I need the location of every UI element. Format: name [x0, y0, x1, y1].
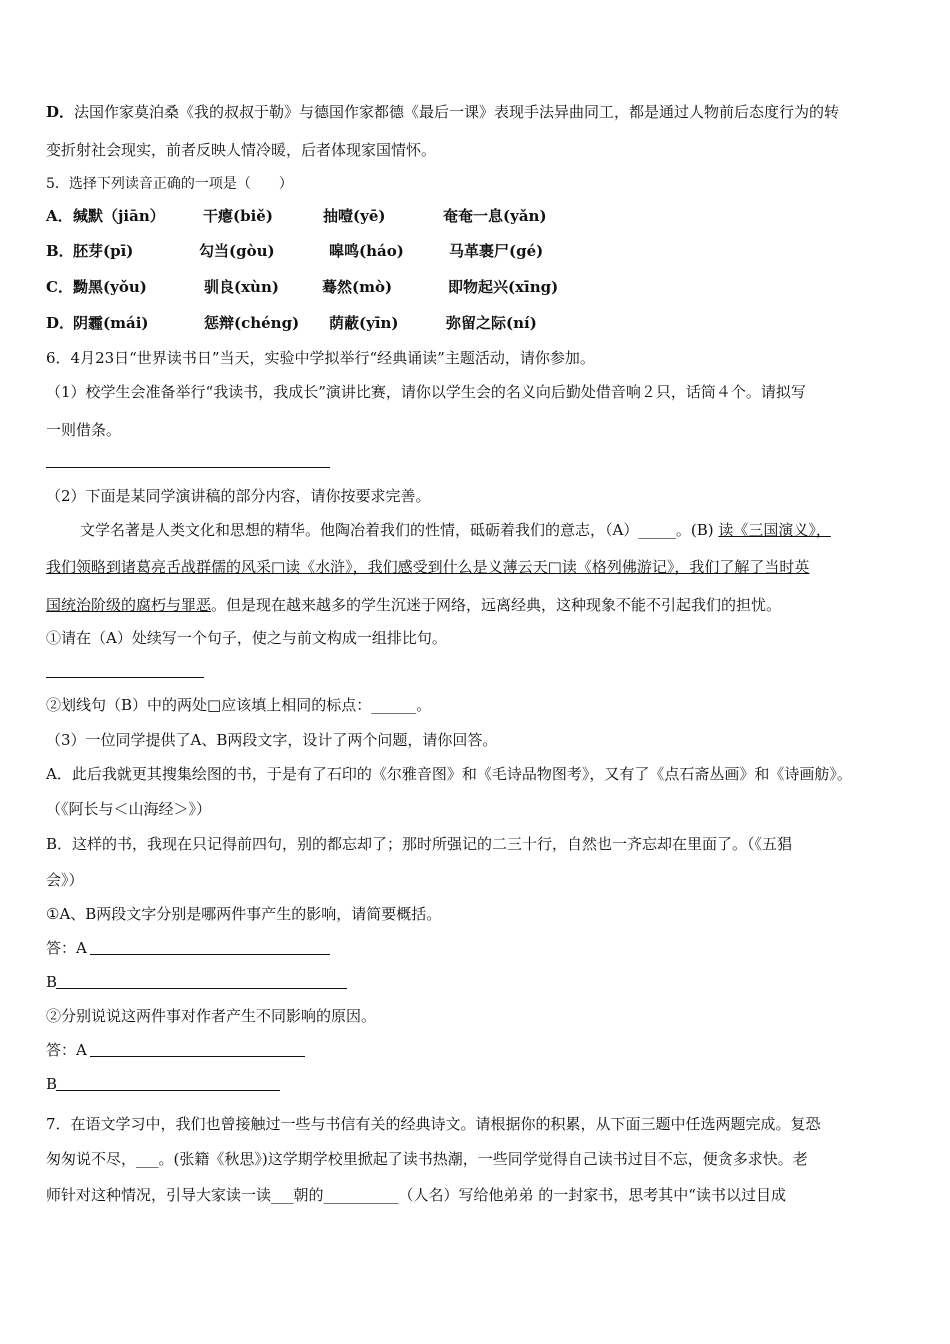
option-item: 马革裹尸(gé) — [449, 242, 544, 260]
question-stem-continued: 匆匆说不尽，___。(张籍《秋思》)这学期学校里掀起了读书热潮，一些同学觉得自己读书过目不忘，便贪多求快。老 — [46, 1150, 808, 1168]
option-item: 干瘪(biě) — [203, 207, 273, 225]
option-text-continued: 变折射社会现实，前者反映人情冷暖，后者体现家国情怀。 — [46, 141, 437, 159]
text-b: B．这样的书，我现在只记得前四句，别的都忘却了；那时所强记的二三十行，自然也一齐忘却在里面了。（《五猖 — [46, 835, 793, 853]
option-label: D． — [46, 314, 75, 332]
text-a: A．此后我就更其搜集绘图的书，于是有了石印的《尔雅音图》和《毛诗品物图考》，又有了《点石斋丛画》和《诗画舫》。 — [46, 765, 852, 783]
underlined-sentence: 读《三国演义》， — [718, 521, 831, 539]
underlined-sentence: 我们领略到诸葛亮舌战群儒的风采□读《水浒》，我们感受到什么是义薄云天□读《格列佛游记》，我们了解了当时英 — [46, 558, 810, 576]
answer-line[interactable] — [46, 677, 204, 678]
option-item: 嗥鸣(háo) — [329, 242, 404, 260]
answer-line[interactable] — [90, 1056, 305, 1057]
passage-text: 文学名著是人类文化和思想的精华。他陶冶着我们的性情，砥砺着我们的意志，（A）_____。(B) — [80, 521, 719, 539]
sub-question-1: ①请在（A）处续写一个句子，使之与前文构成一组排比句。 — [46, 629, 447, 647]
question-2: ②分别说说这两件事对作者产生不同影响的原因。 — [46, 1007, 377, 1025]
option-item: 缄默（jiān） — [73, 207, 165, 225]
passage-text: 。但是现在越来越多的学生沉迷于网络，远离经典，这种现象不能不引起我们的担忧。 — [211, 596, 782, 614]
part-3-prompt: （3）一位同学提供了A、B两段文字，设计了两个问题，请你回答。 — [46, 731, 498, 749]
option-text: 法国作家莫泊桑《我的叔叔于勒》与德国作家都德《最后一课》表现手法异曲同工，都是通过人物前后态度行为的转 — [74, 103, 840, 121]
answer-line[interactable] — [56, 988, 347, 989]
text-b-source: 会》） — [46, 871, 84, 889]
answer-1b-label: B — [46, 973, 58, 991]
question-stem-continued: 师针对这种情况，引导大家读一读___朝的__________（人名）写给他弟弟 的一封家书，思考其中“读书以过目成 — [46, 1186, 786, 1204]
option-label: B． — [46, 242, 74, 260]
question-stem: 5．选择下列读音正确的一项是（ ） — [46, 176, 293, 192]
answer-line[interactable] — [56, 1090, 280, 1091]
question-1: ①A、B两段文字分别是哪两件事产生的影响，请简要概括。 — [46, 905, 442, 923]
part-1-prompt-continued: 一则借条。 — [46, 421, 122, 439]
underlined-sentence: 国统治阶级的腐朽与罪恶 — [46, 596, 212, 614]
option-c — [46, 277, 646, 297]
answer-1a-label: 答：A — [46, 939, 87, 957]
option-a — [46, 206, 646, 226]
question-stem: 7．在语文学习中，我们也曾接触过一些与书信有关的经典诗文。请根据你的积累，从下面三题中任选两题完成。复恐 — [46, 1115, 821, 1133]
option-item: 弥留之际(ní) — [446, 314, 537, 332]
option-item: 即物起兴(xīng) — [448, 278, 559, 296]
option-b — [46, 241, 646, 261]
passage-line-3 — [46, 595, 781, 615]
sub-question-2: ②划线句（B）中的两处□应该填上相同的标点：______。 — [46, 696, 432, 714]
answer-line[interactable] — [90, 954, 330, 955]
option-label: D． — [46, 103, 75, 121]
option-d — [46, 313, 646, 333]
passage-line-1 — [80, 520, 831, 540]
option-item: 黝黑(yǒu) — [73, 278, 147, 296]
option-label: C． — [46, 278, 73, 296]
answer-2a-label: 答：A — [46, 1041, 87, 1059]
option-label: A． — [46, 207, 73, 225]
option-item: 荫蔽(yīn) — [329, 314, 399, 332]
part-1-prompt: （1）校学生会准备举行“我读书，我成长”演讲比赛，请你以学生会的名义向后勤处借音响２只，话筒４个。请拟写 — [46, 383, 806, 401]
option-item: 抽噎(yē) — [323, 207, 386, 225]
option-item: 驯良(xùn) — [204, 278, 279, 296]
answer-line[interactable] — [46, 467, 330, 468]
option-item: 胚芽(pī) — [73, 242, 134, 260]
option-item: 惩辩(chéng) — [204, 314, 300, 332]
option-item: 阴霾(mái) — [73, 314, 149, 332]
text-a-source: （《阿长与＜山海经＞》） — [46, 800, 212, 818]
option-item: 奄奄一息(yǎn) — [443, 207, 547, 225]
answer-2b-label: B — [46, 1075, 58, 1093]
question-stem: 6．4月23日“世界读书日”当天，实验中学拟举行“经典诵读”主题活动，请你参加。 — [46, 349, 595, 367]
option-item: 蓦然(mò) — [322, 278, 393, 296]
part-2-prompt: （2）下面是某同学演讲稿的部分内容，请你按要求完善。 — [46, 487, 431, 505]
option-item: 勾当(gòu) — [199, 242, 275, 260]
